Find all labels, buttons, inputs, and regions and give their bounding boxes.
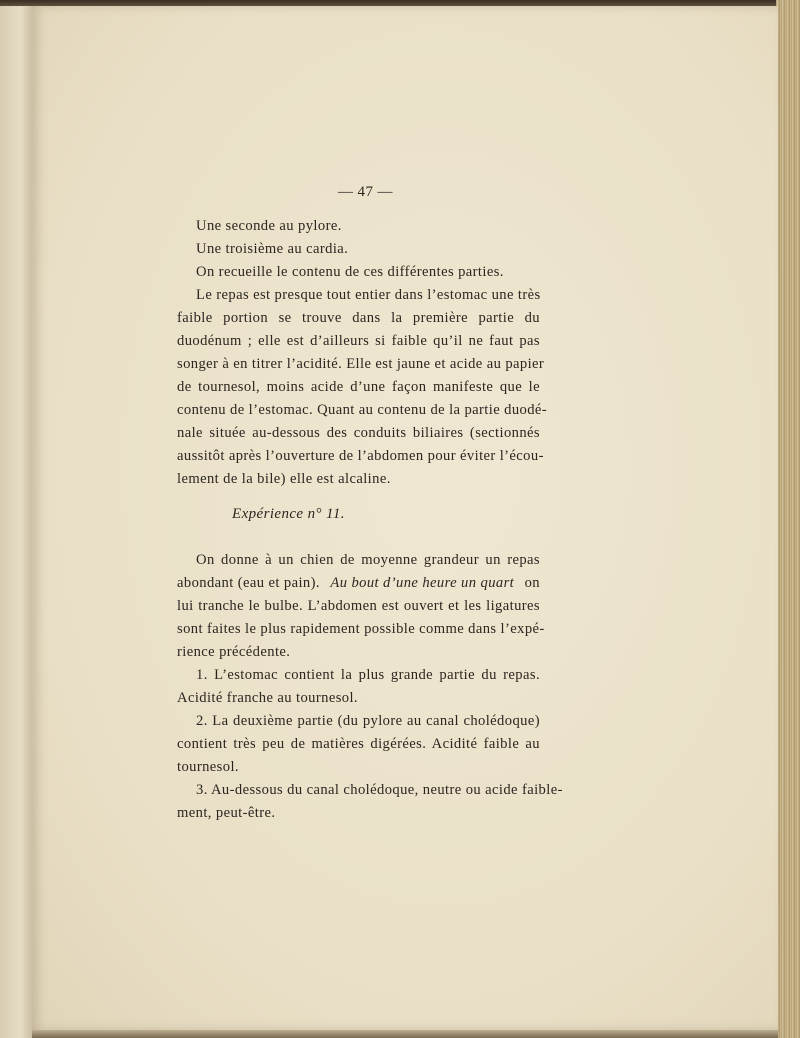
book-page: [32, 6, 778, 1030]
text-line: contient très peu de matières digérées. Acidité faible au: [177, 736, 540, 752]
italic-phrase: Au bout d’une heure un quart: [330, 575, 515, 591]
text-line: faible portion se trouve dans la première partie du: [177, 310, 540, 326]
book-page-stack: [776, 0, 800, 1038]
text-line: lement de la bile) elle est alcaline.: [177, 471, 391, 487]
text-line: lui tranche le bulbe. L’abdomen est ouvert et les ligatures: [177, 598, 540, 614]
text-line: nale située au-dessous des conduits biliaires (sectionnés: [177, 425, 540, 441]
facing-page-edge: [0, 6, 34, 1038]
text-line: On recueille le contenu de ces différentes parties.: [196, 264, 504, 280]
section-heading: Expérience n° 11.: [232, 506, 345, 522]
text-line: songer à en titrer l’acidité. Elle est jaune et acide au papier: [177, 356, 545, 372]
text-line: de tournesol, moins acide d’une façon manifeste que le: [177, 379, 540, 395]
text-line: Une seconde au pylore.: [196, 218, 342, 234]
text-line: Le repas est presque tout entier dans l’estomac une très: [196, 287, 541, 303]
page-number: — 47 —: [338, 184, 393, 200]
text-line: Une troisième au cardia.: [196, 241, 349, 257]
text-line: contenu de l’estomac. Quant au contenu de la partie duodé-: [177, 402, 548, 418]
text-line: ment, peut-être.: [177, 805, 276, 821]
text-line: rience précédente.: [177, 644, 291, 660]
list-item: 1. L’estomac contient la plus grande partie du repas.: [196, 667, 540, 683]
text-line: tournesol.: [177, 759, 239, 775]
list-item: 3. Au-dessous du canal cholédoque, neutre ou acide faible-: [196, 782, 563, 798]
text-segment: abondant (eau et pain).: [177, 575, 320, 591]
text-segment: on: [524, 575, 540, 591]
text-line: On donne à un chien de moyenne grandeur un repas: [196, 552, 540, 568]
text-line: [177, 575, 540, 592]
text-line: sont faites le plus rapidement possible comme dans l’expé-: [177, 621, 545, 637]
text-line: duodénum ; elle est d’ailleurs si faible qu’il ne faut pas: [177, 333, 540, 349]
text-line: aussitôt après l’ouverture de l’abdomen pour éviter l’écou-: [177, 448, 544, 464]
text-line: Acidité franche au tournesol.: [177, 690, 358, 706]
list-item: 2. La deuxième partie (du pylore au canal cholédoque): [196, 713, 540, 729]
